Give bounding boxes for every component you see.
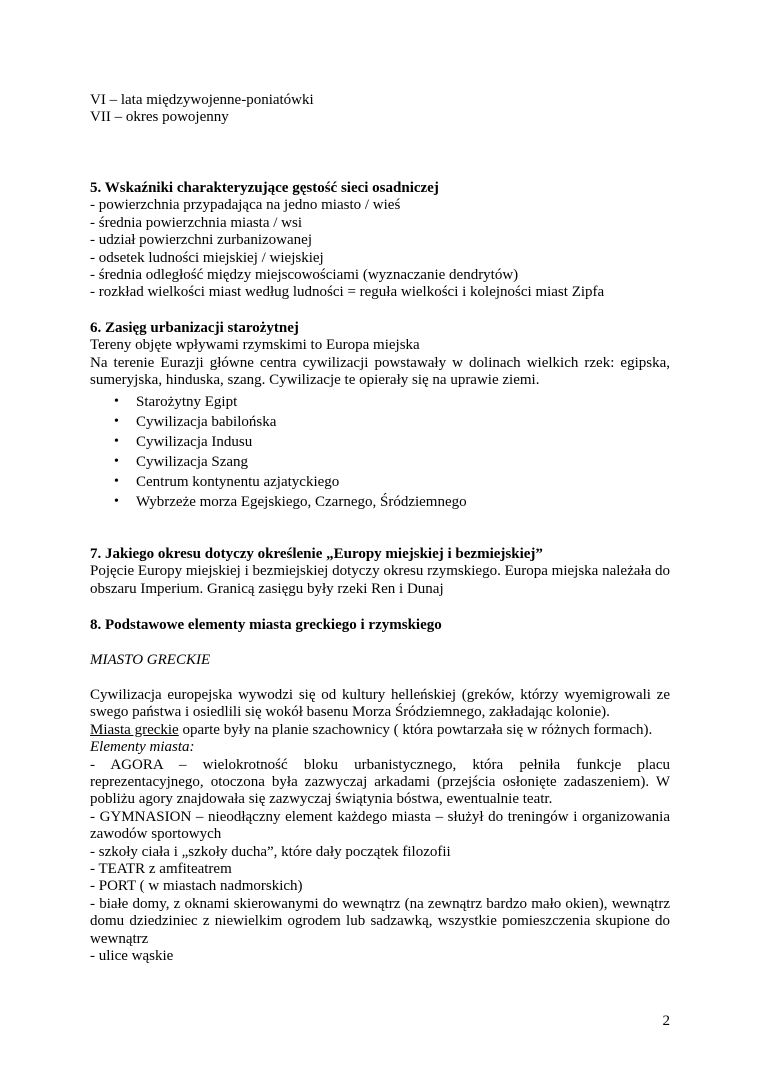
intro-list [90, 92, 670, 127]
section-6 [90, 320, 670, 512]
gymnasion-paragraph: - GYMNASION – nieodłączny element każdego miasta – służył do treningów i organizowania zawodów sportowych [90, 808, 670, 843]
list-item: - średnia odległość między miejscowościami (wyznaczanie dendrytów) [90, 267, 519, 284]
bullet-text: Starożytny Egipt [136, 393, 238, 410]
section-6-paragraph: Na terenie Eurazji główne centra cywilizacji powstawały w dolinach wielkich rzek: egipska, sumeryjska, hinduska, szang. Cywilizacje te opierały się na uprawie ziemi. [90, 354, 670, 389]
bullet-text: Cywilizacja babilońska [136, 413, 277, 430]
list-item: - powierzchnia przypadająca na jedno miasto / wieś [90, 197, 401, 214]
greek-city-subheading-wrap [90, 652, 670, 669]
bullet-text: Cywilizacja Szang [136, 453, 249, 470]
houses-paragraph: - białe domy, z oknami skierowanymi do wewnątrz (na zewnątrz bardzo mało okien), wewnątrz domu dziedziniec z niewielkim ogrodem lub sadzawką, wszystkie pomieszczenia skupione do wewnątrz [90, 895, 670, 947]
bullet-icon: • [114, 393, 119, 409]
section-8 [90, 617, 670, 634]
plan-term: Miasta greckie [90, 721, 179, 738]
bullet-icon: • [114, 433, 119, 449]
bullet-icon: • [114, 453, 119, 469]
section-6-bullets [90, 392, 670, 512]
list-item: - rozkład wielkości miast według ludności = reguła wielkości i kolejności miast Zipfa [90, 284, 605, 301]
bullet-item [90, 392, 670, 412]
theatre-line: - TEATR z amfiteatrem [90, 861, 232, 878]
elements-label: Elementy miasta: [90, 739, 195, 756]
section-5 [90, 180, 670, 302]
schools-line: - szkoły ciała i „szkoły ducha”, które dały początek filozofii [90, 843, 451, 860]
section-5-heading: 5. Wskaźniki charakteryzujące gęstość sieci osadniczej [90, 180, 439, 196]
intro-line: VI – lata międzywojenne-poniatówki [90, 92, 314, 108]
bullet-item [90, 452, 670, 472]
bullet-item [90, 412, 670, 432]
plan-text: oparte były na planie szachownicy ( która powtarzała się w różnych formach). [178, 721, 653, 738]
streets-line: - ulice wąskie [90, 948, 174, 965]
list-item: - udział powierzchni zurbanizowanej [90, 232, 312, 249]
greek-paragraph: Cywilizacja europejska wywodzi się od kultury helleńskiej (greków, którzy wyemigrowali ze swego państwa i osiedlili się wokół basenu Morza Śródziemnego, zakładając kolonie). [90, 687, 670, 721]
section-8-heading: 8. Podstawowe elementy miasta greckiego i rzymskiego [90, 617, 442, 633]
list-item: - średnia powierzchnia miasta / wsi [90, 214, 303, 231]
port-line: - PORT ( w miastach nadmorskich) [90, 878, 303, 895]
bullet-item [90, 472, 670, 492]
greek-city-subheading: MIASTO GRECKIE [90, 652, 211, 668]
bullet-text: Centrum kontynentu azjatyckiego [136, 473, 340, 490]
list-item: - odsetek ludności miejskiej / wiejskiej [90, 249, 324, 266]
bullet-text: Cywilizacja Indusu [136, 433, 253, 450]
greek-city-body [90, 687, 670, 966]
section-7-paragraph: Pojęcie Europy miejskiej i bezmiejskiej dotyczy okresu rzymskiego. Europa miejska należała do obszaru Imperium. Granicą zasięgu były rzeki Ren i Dunaj [90, 563, 670, 597]
agora-paragraph: - AGORA – wielokrotność bloku urbanistycznego, która pełniła funkcje placu reprezentacyjnego, otoczona była zazwyczaj arkadami (przejścia osłonięte zadaszeniem). W pobliżu agory znajdowała się zazwyczaj świątynia bóstwa, ewentualnie teatr. [90, 756, 670, 808]
page-number: 2 [662, 1013, 670, 1029]
section-6-line: Tereny objęte wpływami rzymskimi to Europa miejska [90, 337, 420, 354]
intro-line: VII – okres powojenny [90, 109, 229, 126]
section-6-heading: 6. Zasięg urbanizacji starożytnej [90, 320, 299, 336]
bullet-icon: • [114, 493, 119, 509]
section-7 [90, 546, 670, 598]
bullet-item [90, 492, 670, 512]
bullet-icon: • [114, 473, 119, 489]
bullet-text: Wybrzeże morza Egejskiego, Czarnego, Śródziemnego [136, 493, 467, 510]
section-7-heading: 7. Jakiego okresu dotyczy określenie „Europy miejskiej i bezmiejskiej” [90, 546, 543, 562]
plan-paragraph [90, 722, 670, 739]
bullet-icon: • [114, 413, 119, 429]
bullet-item [90, 432, 670, 452]
